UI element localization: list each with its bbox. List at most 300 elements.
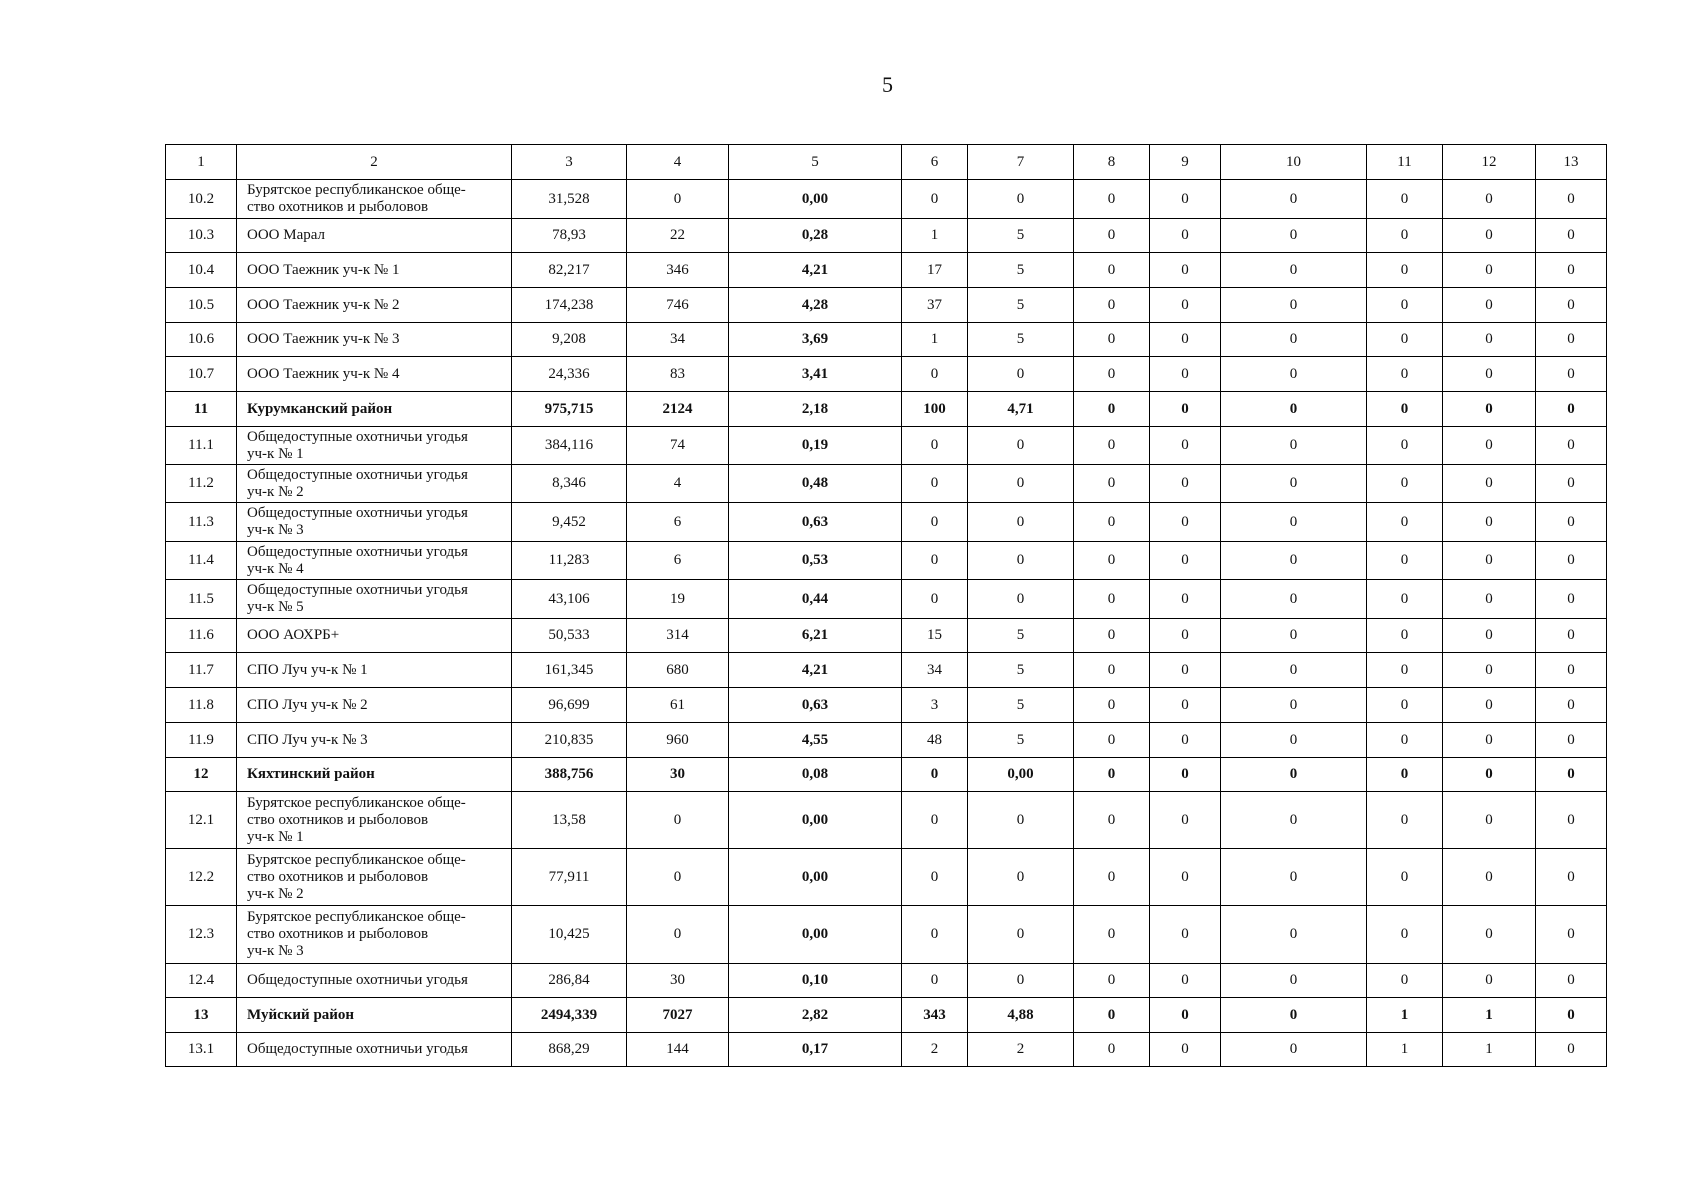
table-row-district xyxy=(166,392,1607,427)
value-cell: 0 xyxy=(1150,392,1221,427)
name-cell: Бурятское республиканское обще- ство охотников и рыболовов xyxy=(237,180,512,219)
page-number: 5 xyxy=(882,72,893,97)
value-cell: 96,699 xyxy=(512,688,627,723)
value-cell: 0 xyxy=(1221,792,1367,849)
value-cell: 2 xyxy=(902,1033,968,1067)
name-cell: Общедоступные охотничьи угодья уч-к № 2 xyxy=(237,465,512,503)
index-cell: 10.7 xyxy=(166,357,237,392)
value-cell: 0 xyxy=(1074,964,1150,998)
value-cell: 61 xyxy=(627,688,729,723)
value-cell: 82,217 xyxy=(512,253,627,288)
name-cell: Муйский район xyxy=(237,998,512,1033)
value-cell: 0 xyxy=(1536,758,1607,792)
value-cell: 0 xyxy=(1150,792,1221,849)
value-cell: 0 xyxy=(1221,688,1367,723)
data-table xyxy=(165,144,1607,1067)
header-cell: 7 xyxy=(968,145,1074,180)
name-cell: СПО Луч уч-к № 3 xyxy=(237,723,512,758)
value-cell: 0 xyxy=(1443,580,1536,619)
value-cell: 74 xyxy=(627,427,729,465)
value-cell: 83 xyxy=(627,357,729,392)
value-cell: 1 xyxy=(902,323,968,357)
value-cell: 0 xyxy=(1443,792,1536,849)
name-cell: Общедоступные охотничьи угодья уч-к № 1 xyxy=(237,427,512,465)
value-cell: 0 xyxy=(902,792,968,849)
value-cell: 11,283 xyxy=(512,542,627,580)
value-cell: 0 xyxy=(1536,723,1607,758)
value-cell: 346 xyxy=(627,253,729,288)
value-cell: 0,00 xyxy=(968,758,1074,792)
table-row xyxy=(166,219,1607,253)
table-row xyxy=(166,688,1607,723)
value-cell: 0 xyxy=(1367,288,1443,323)
value-cell: 0 xyxy=(627,792,729,849)
value-cell: 0 xyxy=(1367,392,1443,427)
value-cell: 0 xyxy=(1074,357,1150,392)
value-cell: 0,28 xyxy=(729,219,902,253)
name-cell: ООО Марал xyxy=(237,219,512,253)
value-cell: 0 xyxy=(1150,219,1221,253)
header-row xyxy=(166,145,1607,180)
index-cell: 11 xyxy=(166,392,237,427)
table-row xyxy=(166,1033,1607,1067)
value-cell: 2124 xyxy=(627,392,729,427)
name-cell: Кяхтинский район xyxy=(237,758,512,792)
value-cell: 0 xyxy=(1221,180,1367,219)
value-cell: 0,48 xyxy=(729,465,902,503)
value-cell: 0 xyxy=(1221,392,1367,427)
value-cell: 0 xyxy=(1367,653,1443,688)
value-cell: 37 xyxy=(902,288,968,323)
value-cell: 0 xyxy=(1536,392,1607,427)
value-cell: 0 xyxy=(1074,1033,1150,1067)
value-cell: 343 xyxy=(902,998,968,1033)
header-cell: 8 xyxy=(1074,145,1150,180)
value-cell: 0 xyxy=(1221,253,1367,288)
value-cell: 0 xyxy=(1221,653,1367,688)
value-cell: 0,00 xyxy=(729,180,902,219)
value-cell: 0 xyxy=(1443,653,1536,688)
value-cell: 0 xyxy=(1367,427,1443,465)
value-cell: 0 xyxy=(1443,219,1536,253)
value-cell: 0 xyxy=(1367,849,1443,906)
value-cell: 0 xyxy=(1443,465,1536,503)
value-cell: 0 xyxy=(902,465,968,503)
value-cell: 0 xyxy=(1150,849,1221,906)
value-cell: 0 xyxy=(627,849,729,906)
value-cell: 0 xyxy=(1536,253,1607,288)
value-cell: 0 xyxy=(1221,219,1367,253)
value-cell: 4,71 xyxy=(968,392,1074,427)
name-cell: ООО АОХРБ+ xyxy=(237,619,512,653)
value-cell: 0 xyxy=(1443,688,1536,723)
value-cell: 174,238 xyxy=(512,288,627,323)
value-cell: 0 xyxy=(1367,219,1443,253)
value-cell: 975,715 xyxy=(512,392,627,427)
value-cell: 0,44 xyxy=(729,580,902,619)
value-cell: 0 xyxy=(1074,688,1150,723)
value-cell: 0 xyxy=(1074,619,1150,653)
value-cell: 0,08 xyxy=(729,758,902,792)
value-cell: 5 xyxy=(968,323,1074,357)
value-cell: 0 xyxy=(968,427,1074,465)
value-cell: 0 xyxy=(1443,323,1536,357)
value-cell: 0 xyxy=(1221,542,1367,580)
name-cell: Бурятское республиканское обще- ство охотников и рыболовов уч-к № 1 xyxy=(237,792,512,849)
value-cell: 0 xyxy=(1367,323,1443,357)
table-row xyxy=(166,180,1607,219)
value-cell: 0,10 xyxy=(729,964,902,998)
header-cell: 4 xyxy=(627,145,729,180)
header-cell: 2 xyxy=(237,145,512,180)
table-row xyxy=(166,792,1607,849)
name-cell: ООО Таежник уч-к № 2 xyxy=(237,288,512,323)
value-cell: 0 xyxy=(1443,392,1536,427)
index-cell: 13 xyxy=(166,998,237,1033)
value-cell: 0,63 xyxy=(729,688,902,723)
value-cell: 0 xyxy=(902,906,968,964)
name-cell: СПО Луч уч-к № 1 xyxy=(237,653,512,688)
value-cell: 0 xyxy=(1221,906,1367,964)
name-cell: СПО Луч уч-к № 2 xyxy=(237,688,512,723)
index-cell: 10.6 xyxy=(166,323,237,357)
index-cell: 12.3 xyxy=(166,906,237,964)
table-row xyxy=(166,619,1607,653)
value-cell: 0 xyxy=(1221,503,1367,542)
value-cell: 0 xyxy=(1536,580,1607,619)
value-cell: 0 xyxy=(1443,503,1536,542)
value-cell: 13,58 xyxy=(512,792,627,849)
table-row xyxy=(166,723,1607,758)
value-cell: 4 xyxy=(627,465,729,503)
value-cell: 0 xyxy=(1443,758,1536,792)
value-cell: 0 xyxy=(1074,253,1150,288)
value-cell: 0 xyxy=(902,180,968,219)
name-cell: Общедоступные охотничьи угодья xyxy=(237,1033,512,1067)
header-cell: 9 xyxy=(1150,145,1221,180)
index-cell: 12.4 xyxy=(166,964,237,998)
name-cell: Общедоступные охотничьи угодья xyxy=(237,964,512,998)
value-cell: 0 xyxy=(1074,503,1150,542)
index-cell: 10.4 xyxy=(166,253,237,288)
value-cell: 0 xyxy=(1536,357,1607,392)
value-cell: 5 xyxy=(968,619,1074,653)
value-cell: 4,88 xyxy=(968,998,1074,1033)
header-cell: 3 xyxy=(512,145,627,180)
name-cell: Общедоступные охотничьи угодья уч-к № 5 xyxy=(237,580,512,619)
value-cell: 6,21 xyxy=(729,619,902,653)
value-cell: 161,345 xyxy=(512,653,627,688)
value-cell: 0 xyxy=(1367,503,1443,542)
value-cell: 5 xyxy=(968,253,1074,288)
value-cell: 0 xyxy=(1536,998,1607,1033)
value-cell: 0 xyxy=(1536,792,1607,849)
value-cell: 0 xyxy=(1074,653,1150,688)
value-cell: 0 xyxy=(1221,1033,1367,1067)
value-cell: 0 xyxy=(1221,465,1367,503)
value-cell: 746 xyxy=(627,288,729,323)
value-cell: 0,53 xyxy=(729,542,902,580)
value-cell: 0 xyxy=(1150,619,1221,653)
value-cell: 4,55 xyxy=(729,723,902,758)
value-cell: 144 xyxy=(627,1033,729,1067)
value-cell: 0 xyxy=(1150,1033,1221,1067)
value-cell: 0 xyxy=(1074,288,1150,323)
table-row xyxy=(166,427,1607,465)
value-cell: 0 xyxy=(1367,542,1443,580)
value-cell: 0 xyxy=(627,180,729,219)
value-cell: 0 xyxy=(1221,357,1367,392)
name-cell: Курумканский район xyxy=(237,392,512,427)
table-row xyxy=(166,964,1607,998)
value-cell: 388,756 xyxy=(512,758,627,792)
value-cell: 0 xyxy=(1150,723,1221,758)
value-cell: 31,528 xyxy=(512,180,627,219)
value-cell: 0 xyxy=(1536,964,1607,998)
value-cell: 0 xyxy=(1443,723,1536,758)
value-cell: 5 xyxy=(968,219,1074,253)
value-cell: 286,84 xyxy=(512,964,627,998)
index-cell: 11.9 xyxy=(166,723,237,758)
table-row xyxy=(166,580,1607,619)
value-cell: 0 xyxy=(1536,542,1607,580)
value-cell: 100 xyxy=(902,392,968,427)
value-cell: 0 xyxy=(1443,357,1536,392)
value-cell: 0 xyxy=(1150,357,1221,392)
value-cell: 0 xyxy=(1150,503,1221,542)
value-cell: 4,28 xyxy=(729,288,902,323)
value-cell: 4,21 xyxy=(729,253,902,288)
value-cell: 43,106 xyxy=(512,580,627,619)
value-cell: 0 xyxy=(1443,964,1536,998)
value-cell: 50,533 xyxy=(512,619,627,653)
table-row-district xyxy=(166,998,1607,1033)
value-cell: 2,18 xyxy=(729,392,902,427)
value-cell: 0,00 xyxy=(729,849,902,906)
value-cell: 1 xyxy=(902,219,968,253)
value-cell: 0 xyxy=(1074,427,1150,465)
index-cell: 11.7 xyxy=(166,653,237,688)
value-cell: 0 xyxy=(1074,849,1150,906)
value-cell: 3,41 xyxy=(729,357,902,392)
value-cell: 2,82 xyxy=(729,998,902,1033)
value-cell: 0 xyxy=(1074,180,1150,219)
table-row xyxy=(166,542,1607,580)
value-cell: 0 xyxy=(1536,653,1607,688)
value-cell: 680 xyxy=(627,653,729,688)
value-cell: 0,63 xyxy=(729,503,902,542)
value-cell: 0 xyxy=(1367,180,1443,219)
value-cell: 0 xyxy=(1074,580,1150,619)
table-row xyxy=(166,253,1607,288)
value-cell: 0 xyxy=(1367,580,1443,619)
name-cell: Бурятское республиканское обще- ство охотников и рыболовов уч-к № 2 xyxy=(237,849,512,906)
value-cell: 0 xyxy=(1150,427,1221,465)
table-row xyxy=(166,906,1607,964)
table-row xyxy=(166,323,1607,357)
value-cell: 0,00 xyxy=(729,906,902,964)
value-cell: 17 xyxy=(902,253,968,288)
value-cell: 0 xyxy=(1443,849,1536,906)
value-cell: 2494,339 xyxy=(512,998,627,1033)
table-row xyxy=(166,288,1607,323)
value-cell: 9,452 xyxy=(512,503,627,542)
value-cell: 0 xyxy=(1536,906,1607,964)
value-cell: 0 xyxy=(1443,427,1536,465)
index-cell: 11.4 xyxy=(166,542,237,580)
value-cell: 0 xyxy=(1443,253,1536,288)
value-cell: 0 xyxy=(1536,323,1607,357)
value-cell: 34 xyxy=(902,653,968,688)
index-cell: 11.2 xyxy=(166,465,237,503)
index-cell: 12.1 xyxy=(166,792,237,849)
value-cell: 0 xyxy=(1074,792,1150,849)
value-cell: 5 xyxy=(968,688,1074,723)
value-cell: 0 xyxy=(968,542,1074,580)
value-cell: 9,208 xyxy=(512,323,627,357)
value-cell: 0 xyxy=(1150,580,1221,619)
table-row xyxy=(166,357,1607,392)
value-cell: 384,116 xyxy=(512,427,627,465)
value-cell: 0 xyxy=(902,964,968,998)
value-cell: 0 xyxy=(1074,906,1150,964)
value-cell: 5 xyxy=(968,288,1074,323)
value-cell: 0 xyxy=(1221,998,1367,1033)
value-cell: 0 xyxy=(1367,906,1443,964)
value-cell: 1 xyxy=(1367,998,1443,1033)
value-cell: 314 xyxy=(627,619,729,653)
value-cell: 0 xyxy=(1150,906,1221,964)
value-cell: 6 xyxy=(627,503,729,542)
index-cell: 11.3 xyxy=(166,503,237,542)
value-cell: 8,346 xyxy=(512,465,627,503)
name-cell: Бурятское республиканское обще- ство охотников и рыболовов уч-к № 3 xyxy=(237,906,512,964)
value-cell: 210,835 xyxy=(512,723,627,758)
value-cell: 0 xyxy=(1443,906,1536,964)
value-cell: 0 xyxy=(1221,619,1367,653)
value-cell: 0 xyxy=(968,906,1074,964)
value-cell: 0 xyxy=(968,180,1074,219)
index-cell: 11.5 xyxy=(166,580,237,619)
value-cell: 0 xyxy=(1536,1033,1607,1067)
index-cell: 12.2 xyxy=(166,849,237,906)
value-cell: 0 xyxy=(902,758,968,792)
value-cell: 0 xyxy=(1150,542,1221,580)
value-cell: 48 xyxy=(902,723,968,758)
value-cell: 0 xyxy=(1074,542,1150,580)
value-cell: 30 xyxy=(627,964,729,998)
value-cell: 0 xyxy=(1536,180,1607,219)
value-cell: 10,425 xyxy=(512,906,627,964)
index-cell: 11.1 xyxy=(166,427,237,465)
value-cell: 0 xyxy=(968,357,1074,392)
value-cell: 0 xyxy=(1367,619,1443,653)
table-row xyxy=(166,653,1607,688)
value-cell: 0 xyxy=(1367,758,1443,792)
value-cell: 0 xyxy=(1221,323,1367,357)
table-row xyxy=(166,465,1607,503)
value-cell: 1 xyxy=(1443,998,1536,1033)
header-cell: 12 xyxy=(1443,145,1536,180)
value-cell: 0 xyxy=(902,542,968,580)
name-cell: ООО Таежник уч-к № 4 xyxy=(237,357,512,392)
value-cell: 0 xyxy=(1150,688,1221,723)
value-cell: 0 xyxy=(1074,219,1150,253)
header-cell: 5 xyxy=(729,145,902,180)
value-cell: 0 xyxy=(1074,758,1150,792)
value-cell: 0 xyxy=(1074,723,1150,758)
value-cell: 0 xyxy=(1536,849,1607,906)
value-cell: 0 xyxy=(1367,723,1443,758)
value-cell: 0 xyxy=(902,357,968,392)
value-cell: 0 xyxy=(1150,180,1221,219)
value-cell: 0 xyxy=(968,792,1074,849)
value-cell: 0 xyxy=(1367,253,1443,288)
index-cell: 10.5 xyxy=(166,288,237,323)
value-cell: 0 xyxy=(1536,288,1607,323)
index-cell: 11.8 xyxy=(166,688,237,723)
value-cell: 0 xyxy=(1536,219,1607,253)
value-cell: 22 xyxy=(627,219,729,253)
index-cell: 10.2 xyxy=(166,180,237,219)
value-cell: 19 xyxy=(627,580,729,619)
name-cell: ООО Таежник уч-к № 1 xyxy=(237,253,512,288)
value-cell: 0 xyxy=(902,503,968,542)
value-cell: 0 xyxy=(1221,964,1367,998)
value-cell: 3 xyxy=(902,688,968,723)
value-cell: 1 xyxy=(1443,1033,1536,1067)
value-cell: 77,911 xyxy=(512,849,627,906)
value-cell: 0 xyxy=(1150,253,1221,288)
value-cell: 0 xyxy=(902,427,968,465)
value-cell: 34 xyxy=(627,323,729,357)
value-cell: 4,21 xyxy=(729,653,902,688)
value-cell: 960 xyxy=(627,723,729,758)
table-row-district xyxy=(166,758,1607,792)
value-cell: 0 xyxy=(1150,758,1221,792)
value-cell: 0 xyxy=(1536,688,1607,723)
value-cell: 0 xyxy=(1443,180,1536,219)
name-cell: Общедоступные охотничьи угодья уч-к № 3 xyxy=(237,503,512,542)
value-cell: 5 xyxy=(968,653,1074,688)
value-cell: 0 xyxy=(968,580,1074,619)
value-cell: 0 xyxy=(902,849,968,906)
value-cell: 7027 xyxy=(627,998,729,1033)
value-cell: 3,69 xyxy=(729,323,902,357)
index-cell: 10.3 xyxy=(166,219,237,253)
index-cell: 13.1 xyxy=(166,1033,237,1067)
value-cell: 0 xyxy=(968,964,1074,998)
value-cell: 0 xyxy=(1536,465,1607,503)
value-cell: 0 xyxy=(1443,288,1536,323)
value-cell: 0 xyxy=(1367,357,1443,392)
table-row xyxy=(166,849,1607,906)
value-cell: 15 xyxy=(902,619,968,653)
value-cell: 0 xyxy=(1367,465,1443,503)
value-cell: 0 xyxy=(968,849,1074,906)
header-cell: 11 xyxy=(1367,145,1443,180)
value-cell: 2 xyxy=(968,1033,1074,1067)
value-cell: 0 xyxy=(1367,964,1443,998)
value-cell: 0 xyxy=(1221,758,1367,792)
value-cell: 0 xyxy=(1221,580,1367,619)
value-cell: 0 xyxy=(1536,619,1607,653)
value-cell: 0 xyxy=(968,465,1074,503)
index-cell: 12 xyxy=(166,758,237,792)
index-cell: 11.6 xyxy=(166,619,237,653)
header-cell: 6 xyxy=(902,145,968,180)
value-cell: 0 xyxy=(1150,998,1221,1033)
